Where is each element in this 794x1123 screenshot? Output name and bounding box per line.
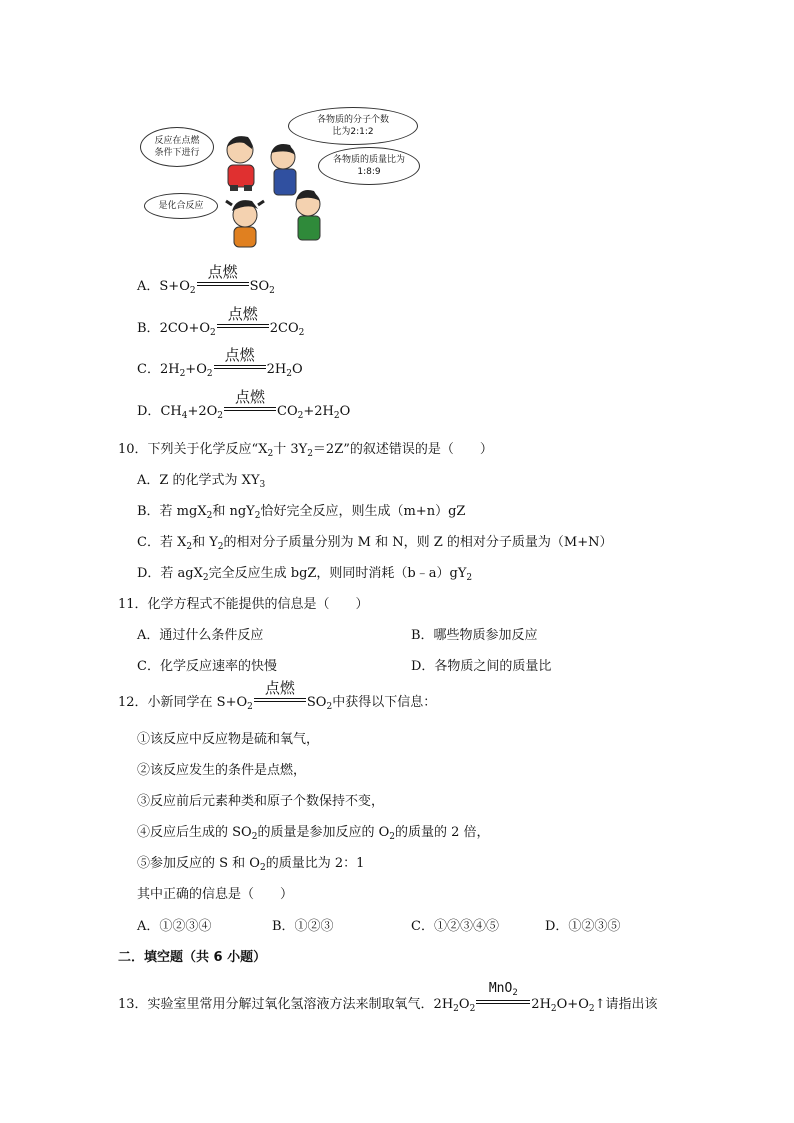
q12-item-3: ③反应前后元素种类和原子个数保持不变， — [137, 794, 385, 809]
q9-option-d: D．$CH_4+2O_2$ 点燃 $CO_2+2H_2O$ — [137, 388, 351, 421]
q11-option-c: C．化学反应速率的快慢 — [137, 659, 277, 674]
q10-option-c: C．若 $X_2$和 $Y_2$的相对分子质量分别为 M 和 N，则 Z 的相对分子质量为（M+N） — [137, 535, 613, 552]
q12-item-4: ④反应后生成的 $SO_2$的质量是参加反应的 $O_2$的质量的 2 倍， — [137, 825, 490, 842]
q11-stem: 11．化学方程式不能提供的信息是（ ） — [118, 597, 369, 612]
speech-bubble-combination: 是化合反应 — [144, 193, 218, 219]
speech-bubble-mass-ratio: 各物质的质量比为 1:8:9 — [318, 147, 420, 185]
q10-option-a: A．Z 的化学式为 $XY_3$ — [137, 473, 266, 490]
q12-item-2: ②该反应发生的条件是点燃， — [137, 763, 307, 778]
q12-option-a: A．①②③④ — [137, 919, 212, 934]
cartoon-illustration — [140, 105, 420, 255]
q12-item-1: ①该反应中反应物是硫和氧气， — [137, 732, 320, 747]
q11-option-b: B．哪些物质参加反应 — [411, 628, 538, 643]
q10-option-b: B．若 mgX$_2$和 ngY$_2$恰好完全反应，则生成（m+n）gZ — [137, 504, 466, 521]
q12-stem: 12．小新同学在 $S+O_2$ 点燃 $SO_2$中获得以下信息： — [118, 679, 437, 712]
q12-question: 其中正确的信息是（ ） — [137, 887, 294, 902]
q11-option-d: D．各物质之间的质量比 — [411, 659, 552, 674]
q13-stem: 13．实验室里常用分解过氧化氢溶液方法来制取氧气．$2H_2O_2$ MnO$_2$ $2H_2O+O_2↑$请指出该 — [118, 981, 658, 1014]
section-heading: 二．填空题（共 6 小题） — [118, 950, 267, 965]
q12-option-b: B．①②③ — [272, 919, 334, 934]
speech-bubble-molecule-ratio: 各物质的分子个数 比为2:1:2 — [288, 107, 418, 145]
q12-option-d: D．①②③⑤ — [545, 919, 621, 934]
q12-option-c: C．①②③④⑤ — [411, 919, 499, 934]
speech-bubble-condition: 反应在点燃 条件下进行 — [140, 127, 214, 167]
q11-option-a: A．通过什么条件反应 — [137, 628, 264, 643]
q9-option-b: B．$2CO+O_2$ 点燃 $2CO_2$ — [137, 305, 305, 338]
q10-stem: 10．下列关于化学反应“$X_2$十 $3Y_2=2Z$”的叙述错误的是（ ） — [118, 442, 493, 459]
q10-option-d: D．若 agX$_2$完全反应生成 bgZ，则同时消耗$(b﹣a)gY_2$ — [137, 566, 473, 583]
q9-option-c: C．$2H_2+O_2$ 点燃 $2H_2O$ — [137, 346, 303, 379]
q9-option-a: A．$S+O_2$ 点燃 $SO_2$ — [137, 263, 275, 296]
q12-item-5: ⑤参加反应的 S 和 $O_2$的质量比为 2：1 — [137, 856, 365, 873]
